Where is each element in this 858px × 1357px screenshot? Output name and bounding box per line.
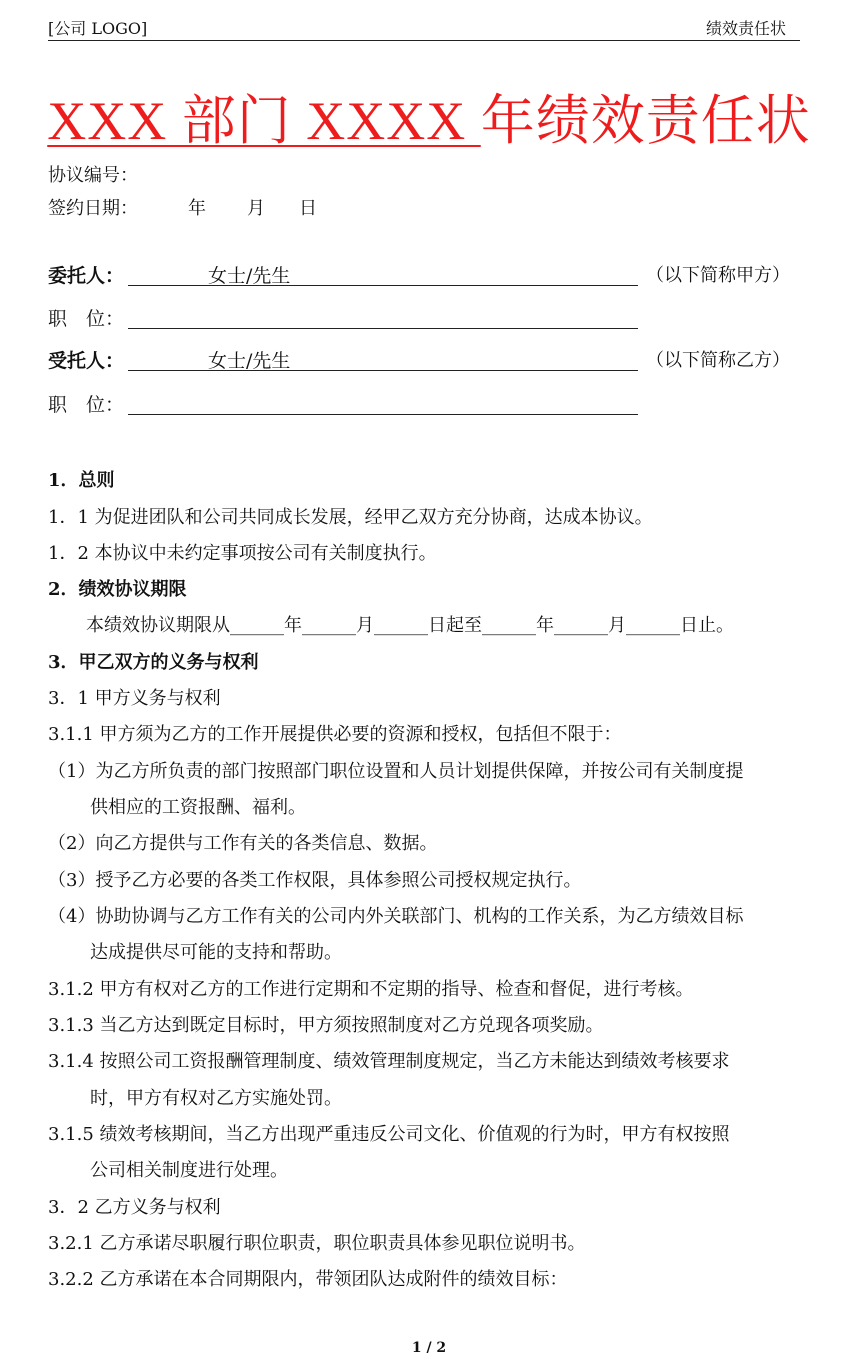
agreement-number — [48, 161, 138, 187]
fill-line — [128, 285, 638, 286]
sign-date-year: 年 — [188, 198, 206, 219]
clause: 1．1 为促进团队和公司共同成长发展，经甲乙双方充分协商，达成本协议。 — [48, 507, 653, 528]
agreement-number-label: 协议编号： — [48, 165, 138, 186]
clause: 3.1.5 绩效考核期间，当乙方出现严重违反公司文化、价值观的行为时，甲方有权按照 — [48, 1124, 730, 1145]
clause-continuation: 公司相关制度进行处理。 — [90, 1160, 288, 1181]
sign-date-month: 月 — [247, 198, 265, 219]
clause-continuation: 时，甲方有权对乙方实施处罚。 — [90, 1088, 342, 1109]
document-title — [0, 78, 858, 155]
clause-continuation: 达成提供尽可能的支持和帮助。 — [90, 942, 342, 963]
clause: 3.2.1 乙方承诺尽职履行职位职责，职位职责具体参见职位说明书。 — [48, 1233, 586, 1254]
party-label: 职 位： — [48, 308, 125, 330]
subsection-heading: 3．2 乙方义务与权利 — [48, 1197, 221, 1218]
clause: 3.1.2 甲方有权对乙方的工作进行定期和不定期的指导、检查和督促，进行考核。 — [48, 979, 694, 1000]
party-note: （以下简称乙方） — [646, 350, 790, 371]
clause: （3）授予乙方必要的各类工作权限，具体参照公司授权规定执行。 — [48, 870, 582, 891]
clause: 3.2.2 乙方承诺在本合同期限内，带领团队达成附件的绩效目标： — [48, 1269, 568, 1290]
clause: （4）协助协调与乙方工作有关的公司内外关联部门、机构的工作关系，为乙方绩效目标 — [48, 906, 744, 927]
clause: （2）向乙方提供与工作有关的各类信息、数据。 — [48, 833, 438, 854]
party-note: （以下简称甲方） — [646, 265, 790, 286]
company-logo-placeholder: [公司 LOGO] — [48, 19, 148, 38]
clause: 1．2 本协议中未约定事项按公司有关制度执行。 — [48, 543, 437, 564]
party-label: 委托人： — [48, 265, 125, 287]
section-heading: 3．甲乙双方的义务与权利 — [48, 652, 259, 673]
clause: （1）为乙方所负责的部门按照部门职位设置和人员计划提供保障，并按公司有关制度提 — [48, 761, 744, 782]
clause: 3.1.1 甲方须为乙方的工作开展提供必要的资源和授权，包括但不限于： — [48, 724, 622, 745]
clause-continuation: 供相应的工资报酬、福利。 — [90, 797, 306, 818]
fill-line — [128, 414, 638, 415]
party-label: 职 位： — [48, 394, 125, 416]
clause: 本绩效协议期限从______年______月______日起至______年______月______日止。 — [86, 615, 734, 636]
title-suffix: 年绩效责任状 — [480, 91, 811, 151]
section-heading: 1．总则 — [48, 470, 115, 491]
sign-date — [48, 194, 317, 220]
party-fill: 女士/先生 — [208, 265, 291, 287]
party-label: 受托人： — [48, 350, 125, 372]
clause: 3.1.4 按照公司工资报酬管理制度、绩效管理制度规定，当乙方未能达到绩效考核要求 — [48, 1051, 730, 1072]
title-department-year: XXX 部门 XXXX — [47, 91, 481, 151]
page-number: 1 / 2 — [411, 1340, 447, 1356]
page-header — [48, 14, 800, 41]
fill-line — [128, 370, 638, 371]
header-title: 绩效责任状 — [705, 19, 786, 38]
sign-date-label: 签约日期： — [48, 198, 138, 219]
clause: 3.1.3 当乙方达到既定目标时，甲方须按照制度对乙方兑现各项奖励。 — [48, 1015, 604, 1036]
section-heading: 2．绩效协议期限 — [48, 579, 187, 600]
sign-date-day: 日 — [299, 198, 317, 219]
fill-line — [128, 328, 638, 329]
party-fill: 女士/先生 — [208, 350, 291, 372]
subsection-heading: 3．1 甲方义务与权利 — [48, 688, 221, 709]
